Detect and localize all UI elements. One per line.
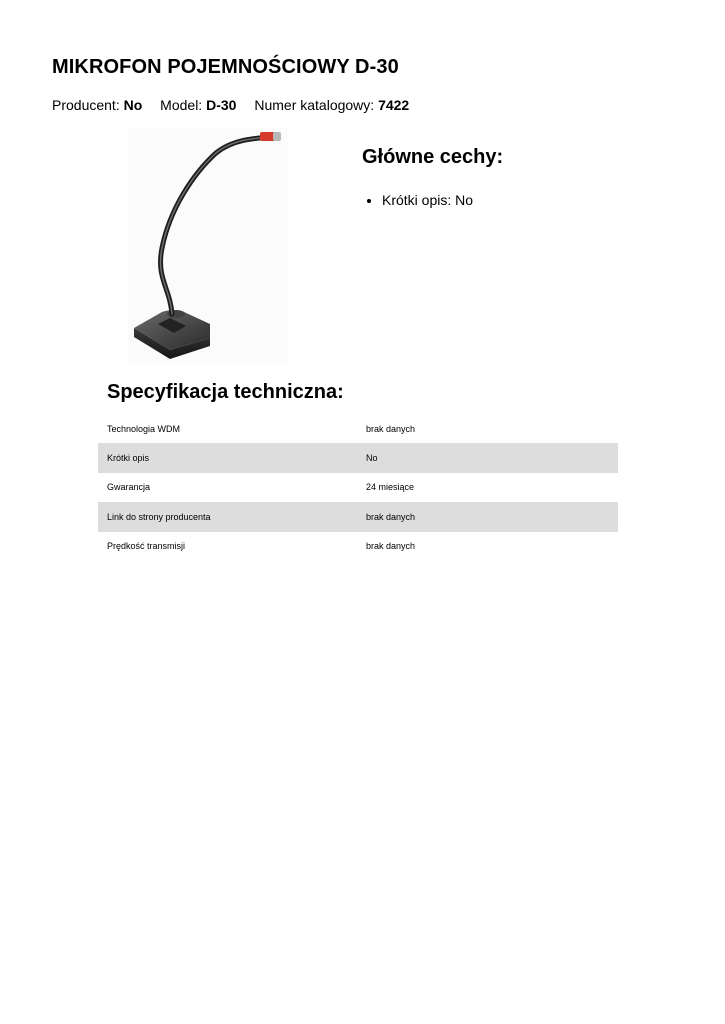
producer-value: No [123, 97, 143, 113]
spec-value: brak danych [366, 423, 416, 434]
spec-value: 24 miesiące [366, 482, 415, 493]
spec-key: Technologia WDM [107, 423, 181, 434]
spec-value: No [366, 453, 378, 464]
catalog-value: 7422 [378, 97, 410, 113]
spec-key: Prędkość transmisji [107, 541, 186, 552]
page-title: MIKROFON POJEMNOŚCIOWY D-30 [52, 56, 399, 78]
spec-row [98, 443, 618, 472]
spec-key: Krótki opis [107, 453, 150, 464]
feature-item: • Krótki opis: No [382, 191, 503, 209]
spec-value: brak danych [366, 541, 416, 552]
model-value: D-30 [206, 97, 237, 113]
spec-row [98, 473, 618, 502]
product-meta [52, 97, 423, 113]
model-info [160, 97, 236, 113]
producer-info [52, 97, 142, 113]
features-list [362, 191, 503, 209]
spec-row [98, 414, 618, 443]
spec-heading: Specyfikacja techniczna: [107, 381, 344, 403]
catalog-info [254, 97, 409, 113]
model-label: Model: [160, 97, 203, 113]
spec-row [98, 532, 618, 561]
features-section [362, 146, 503, 209]
spec-key: Gwarancja [107, 482, 151, 493]
catalog-label: Numer katalogowy: [254, 97, 375, 113]
producer-label: Producent: [52, 97, 120, 113]
features-heading: Główne cechy: [362, 146, 504, 168]
spec-value: brak danych [366, 511, 416, 522]
gooseneck-microphone-icon [128, 128, 288, 363]
spec-key: Link do strony producenta [107, 511, 211, 522]
spec-table [98, 414, 618, 561]
product-image [128, 128, 288, 363]
spec-row [98, 502, 618, 531]
